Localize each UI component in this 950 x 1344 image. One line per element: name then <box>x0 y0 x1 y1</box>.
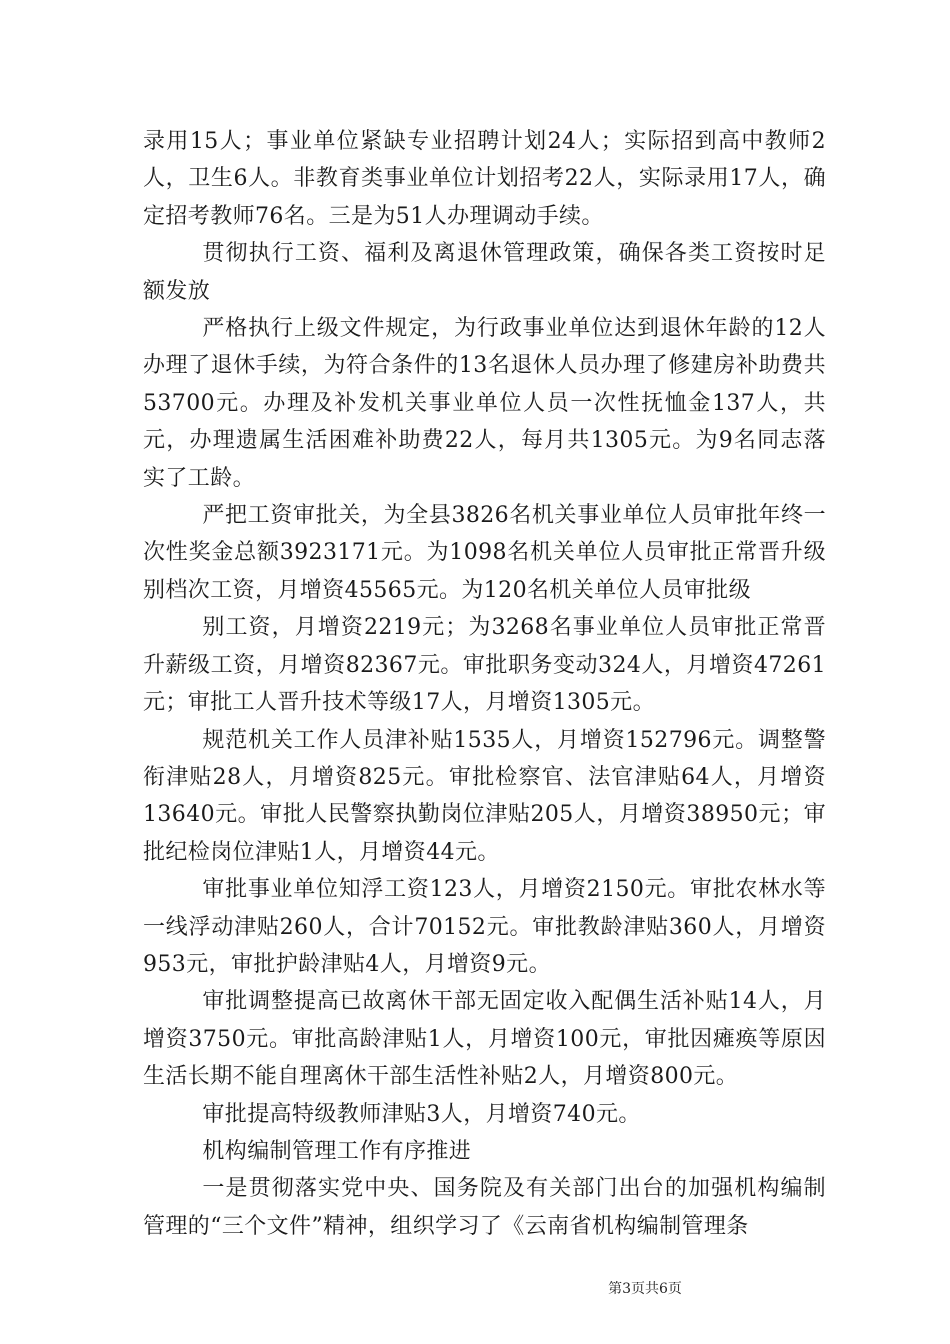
document-body <box>143 123 826 1245</box>
paragraph: 审批提高特级教师津贴3人，月增资740元。 <box>202 1101 641 1127</box>
paragraph: 严格执行上级文件规定，为行政事业单位达到退休年龄的12人办理了退休手续，为符合条件的13名退休人员办理了修建房补助费共53700元。办理及补发机关事业单位人员一次性抚恤金137人，共元，办理遗属生活困难补助费22人，每月共1305元。为9名同志落实了工龄。 <box>143 316 826 491</box>
paragraph: 审批事业单位知浮工资123人，月增资2150元。审批农林水等一线浮动津贴260人，合计70152元。审批教龄津贴360人，月增资953元，审批护龄津贴4人，月增资9元。 <box>143 877 826 977</box>
page-number-footer: 第3页共6页 <box>608 1281 682 1297</box>
paragraph: 审批调整提高已故离休干部无固定收入配偶生活补贴14人，月增资3750元。审批高龄津贴1人，月增资100元，审批因瘫痪等原因生活长期不能自理离休干部生活性补贴2人，月增资800元。 <box>143 989 826 1090</box>
paragraph: 规范机关工作人员津补贴1535人，月增资152796元。调整警衔津贴28人，月增资825元。审批检察官、法官津贴64人，月增资13640元。审批人民警察执勤岗位津贴205人，月增资38950元；审批纪检岗位津贴1人，月增资44元。 <box>143 727 826 865</box>
paragraph: 录用15人；事业单位紧缺专业招聘计划24人；实际招到高中教师2人，卫生6人。非教育类事业单位计划招考22人，实际录用17人，确定招考教师76名。三是为51人办理调动手续。 <box>143 129 826 229</box>
paragraph: 一是贯彻落实党中央、国务院及有关部门出台的加强机构编制管理的“三个文件”精神，组织学习了《云南省机构编制管理条 <box>143 1176 826 1239</box>
section-heading: 贯彻执行工资、福利及离退休管理政策，确保各类工资按时足额发放 <box>143 241 826 304</box>
paragraph: 严把工资审批关，为全县3826名机关事业单位人员审批年终一次性奖金总额3923171元。为1098名机关单位人员审批正常晋升级别档次工资，月增资45565元。为120名机关单位人员审批级 <box>143 503 826 603</box>
section-heading: 机构编制管理工作有序推进 <box>202 1138 472 1164</box>
paragraph: 别工资，月增资2219元；为3268名事业单位人员审批正常晋升薪级工资，月增资82367元。审批职务变动324人，月增资47261元；审批工人晋升技术等级17人，月增资1305元。 <box>143 615 826 716</box>
